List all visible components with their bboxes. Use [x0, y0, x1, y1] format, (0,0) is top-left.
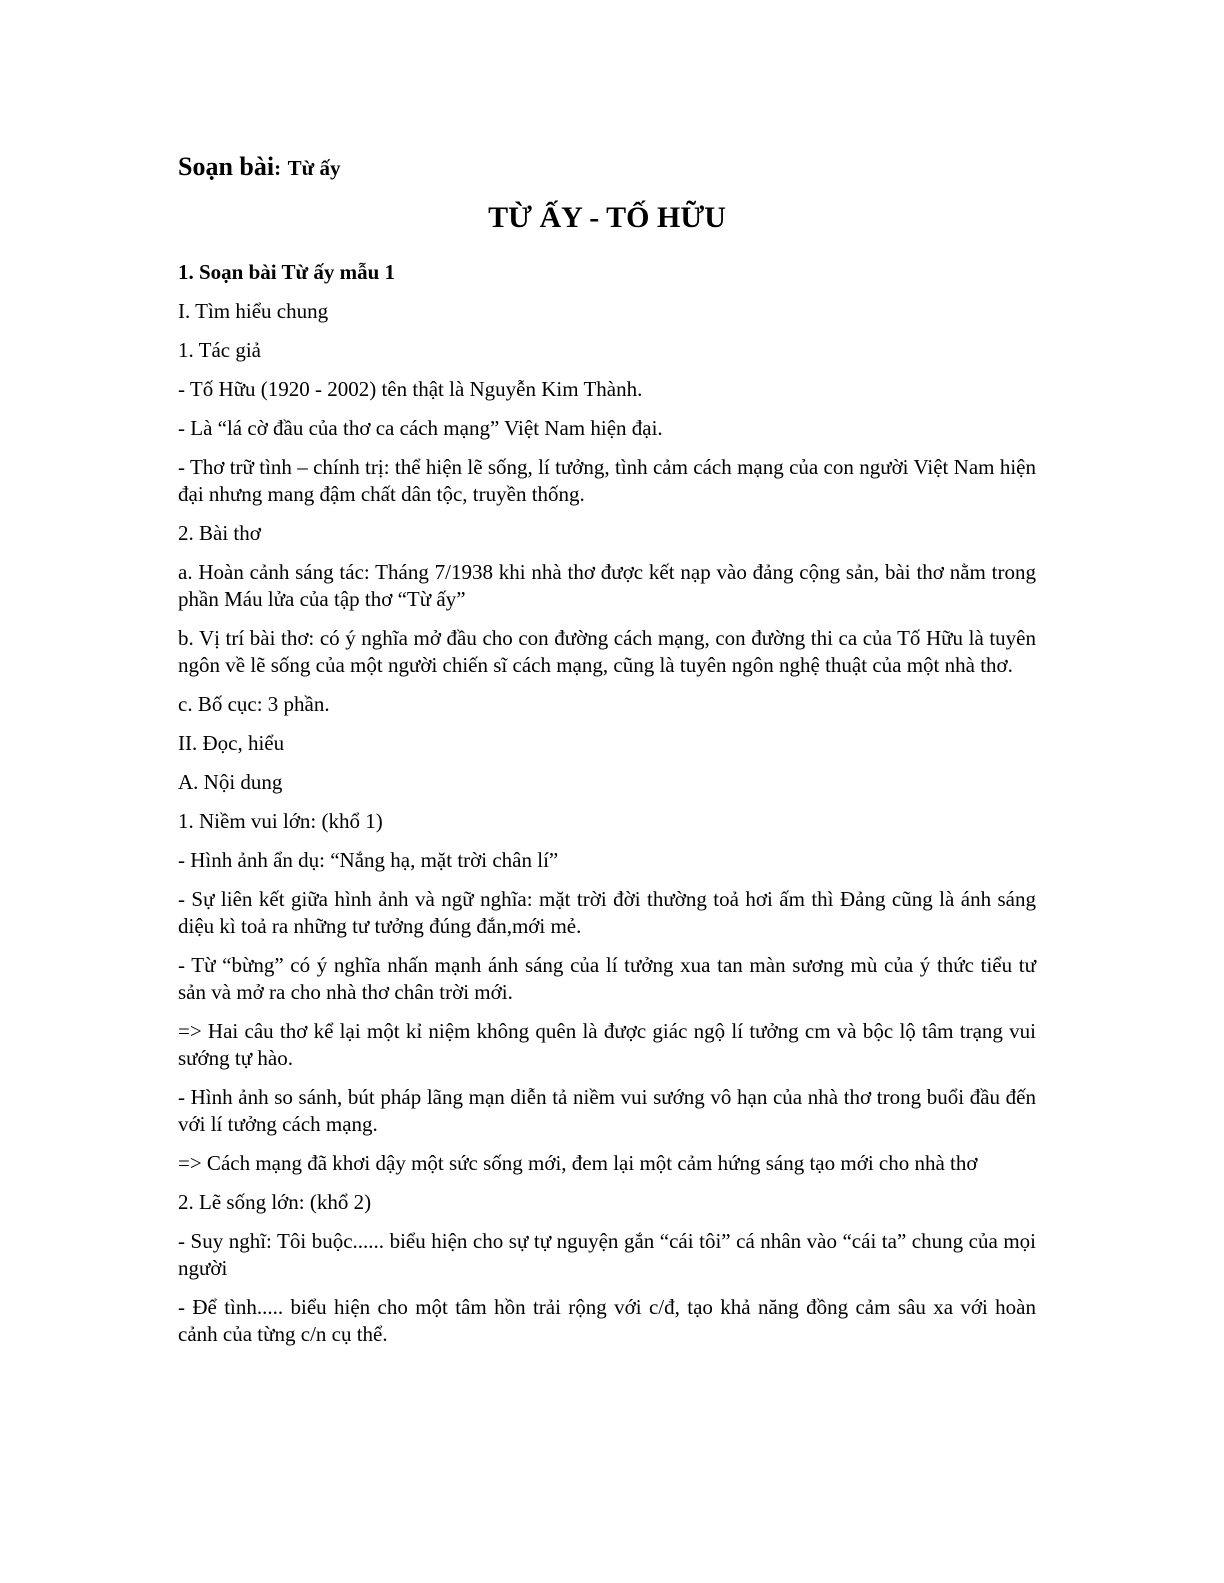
paragraph: 1. Tác giả	[178, 338, 261, 362]
paragraph: - Từ “bừng” có ý nghĩa nhấn mạnh ánh sáng của lí tưởng xua tan màn sương mù của ý thức tiểu tư sản và mở ra cho nhà thơ chân trời mới.	[178, 953, 1036, 1004]
heading-subject: Từ ấy	[287, 156, 341, 180]
paragraph: - Hình ảnh so sánh, bút pháp lãng mạn diễn tả niềm vui sướng vô hạn của nhà thơ trong buổi đầu đến với lí tưởng cách mạng.	[178, 1085, 1036, 1136]
section-heading: 1. Soạn bài Từ ấy mẫu 1	[178, 260, 396, 284]
paragraph: a. Hoàn cảnh sáng tác: Tháng 7/1938 khi nhà thơ được kết nạp vào đảng cộng sản, bài thơ nằm trong phần Máu lửa của tập thơ “Từ ấy”	[178, 560, 1036, 611]
page-heading	[178, 150, 1036, 185]
document-title: TỪ ẤY - TỐ HỮU	[488, 201, 726, 234]
paragraph: => Cách mạng đã khơi dậy một sức sống mới, đem lại một cảm hứng sáng tạo mới cho nhà thơ	[178, 1151, 978, 1175]
paragraph: 2. Lẽ sống lớn: (khổ 2)	[178, 1190, 372, 1214]
paragraph: - Tố Hữu (1920 - 2002) tên thật là Nguyễn Kim Thành.	[178, 377, 643, 401]
paragraph: I. Tìm hiểu chung	[178, 299, 329, 323]
paragraph: b. Vị trí bài thơ: có ý nghĩa mở đầu cho con đường cách mạng, con đường thi ca của Tố Hữu là tuyên ngôn về lẽ sống của một người chiến sĩ cách mạng, cũng là tuyên ngôn nghệ thuật của một nhà thơ.	[178, 626, 1036, 677]
paragraph: - Suy nghĩ: Tôi buộc...... biểu hiện cho sự tự nguyện gắn “cái tôi” cá nhân vào “cái ta” chung của mọi người	[178, 1229, 1036, 1280]
paragraph: 2. Bài thơ	[178, 521, 261, 545]
heading-label: Soạn bài	[178, 152, 275, 181]
paragraph: c. Bố cục: 3 phần.	[178, 692, 330, 716]
paragraph: - Thơ trữ tình – chính trị: thể hiện lẽ sống, lí tưởng, tình cảm cách mạng của con người Việt Nam hiện đại nhưng mang đậm chất dân tộc, truyền thống.	[178, 455, 1036, 506]
paragraph: - Sự liên kết giữa hình ảnh và ngữ nghĩa: mặt trời đời thường toả hơi ấm thì Đảng cũng là ánh sáng diệu kì toả ra những tư tưởng đúng đắn,mới mẻ.	[178, 887, 1036, 938]
paragraph: => Hai câu thơ kể lại một kỉ niệm không quên là được giác ngộ lí tưởng cm và bộc lộ tâm trạng vui sướng tự hào.	[178, 1019, 1036, 1070]
paragraph: - Hình ảnh ẩn dụ: “Nắng hạ, mặt trời chân lí”	[178, 848, 559, 872]
heading-colon: :	[274, 156, 282, 180]
paragraph: II. Đọc, hiểu	[178, 731, 285, 755]
paragraph: - Là “lá cờ đầu của thơ ca cách mạng” Việt Nam hiện đại.	[178, 416, 663, 440]
paragraph: 1. Niềm vui lớn: (khổ 1)	[178, 809, 383, 833]
paragraph: A. Nội dung	[178, 770, 283, 794]
paragraph: - Để tình..... biểu hiện cho một tâm hồn trải rộng với c/đ, tạo khả năng đồng cảm sâu xa với hoàn cảnh của từng c/n cụ thể.	[178, 1295, 1036, 1346]
document-body	[178, 259, 1036, 1348]
